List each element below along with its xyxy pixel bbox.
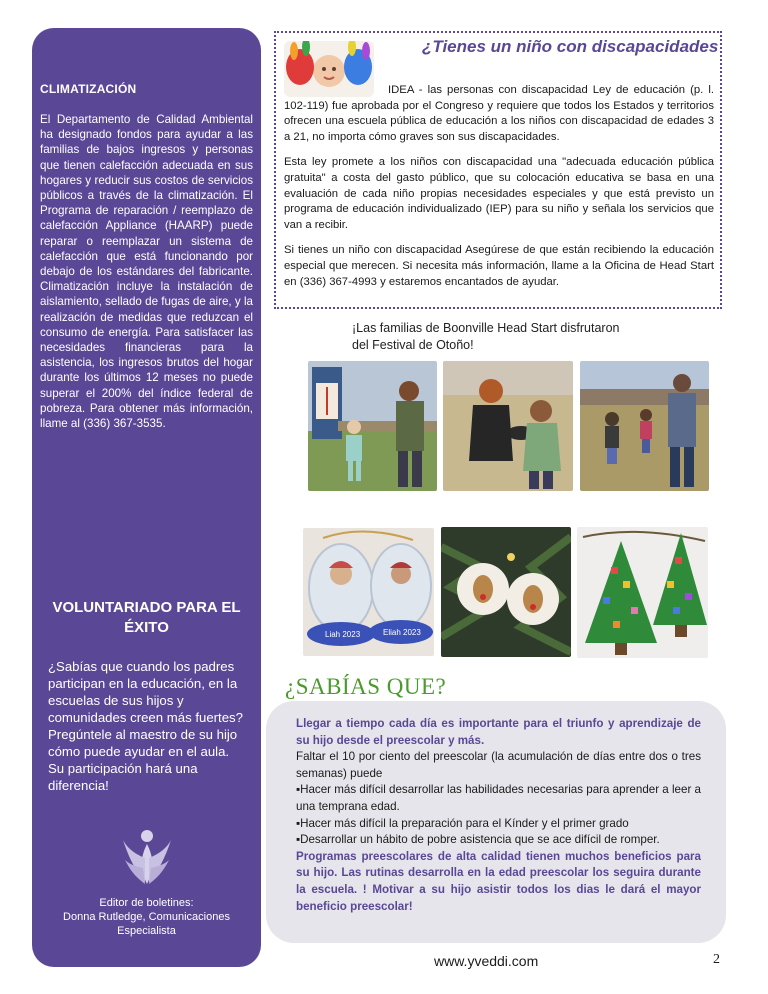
sabias-lead: Llegar a tiempo cada día es importante para el triunfo y aprendizaje de su hijo desde el preescolar y más. — [296, 717, 701, 747]
sabias-content — [296, 716, 701, 915]
festival-photo — [443, 361, 573, 491]
organization-logo-icon — [121, 828, 173, 886]
ornament-photo — [441, 527, 571, 657]
sabias-closing: Programas preescolares de alta calidad tienen muchos beneficios para su hijo. Las rutinas desarrolla en la edad preescolar los seguira durante la escuela. ! Motivar a su hijo asistir todos los dias le dará el mayor beneficio preescolar! — [296, 849, 701, 913]
editor-line: Editor de boletines: — [99, 897, 194, 909]
disabilities-text — [284, 83, 714, 300]
ornament-photo — [303, 528, 434, 656]
craft-trees-photo — [577, 527, 708, 658]
sabias-heading: ¿SABÍAS QUE? — [285, 674, 447, 699]
editor-line: Donna Rutledge, Comunicaciones — [63, 911, 230, 923]
ornament-label: Eliah 2023 — [383, 628, 421, 637]
voluntariado-heading: VOLUNTARIADO PARA EL ÉXITO — [52, 599, 241, 636]
climatizacion-heading: CLIMATIZACIÓN — [40, 82, 137, 96]
page-number: 2 — [713, 952, 720, 967]
sabias-bullet: ▪Desarrollar un hábito de pobre asistencia que se ace difícil de romper. — [296, 833, 660, 847]
disabilities-heading: ¿Tienes un niño con discapacidades — [422, 37, 719, 56]
sidebar-panel — [32, 28, 261, 967]
climatizacion-body: El Departamento de Calidad Ambiental ha designado fondos para ayudar a las familias de bajos ingresos y personas que tienen calefacción adecuada en sus hogares y reducir sus costos de servicios públicos a través de la climatización. El Programa de reparación / reemplazo de calefacción Appliance (HAARP) puede reparar o reemplazar un sistema de calefacción que está funcionando por debajo de los estándares del fabricante. Climatización incluye la instalación de aislamiento, sellado de fugas de aire, y la realización de medidas que reduzcan el consumo de energía. Para satisfacer las necesidades financieras para la asistencia, los ingresos brutos del hogar durante los últimos 12 meses no puede superar el 200% del índice federal de pobreza. Para obtener más información, llame al (336) 367-3535. — [40, 113, 253, 431]
disabilities-box — [274, 31, 722, 309]
voluntariado-line: Pregúntele al maestro de su hijo cómo puede ayudar en el aula. — [48, 727, 238, 759]
sabias-text: Faltar el 10 por ciento del preescolar (la acumulación de días entre dos o tres semanas) puede — [296, 750, 701, 780]
sabias-box — [266, 701, 726, 943]
festival-caption-line: ¡Las familias de Boonville Head Start disfrutaron — [352, 321, 620, 335]
disabilities-paragraph: Esta ley promete a los niños con discapacidad una "adecuada educación pública gratuita" a costa del gasto público, que su colocación educativa se basa en una evaluación de cada niño propias necesidades especiales y que está previsto un programa de educación individualizado (IEP) para su niño y señala los servicios que van a recibir. — [284, 156, 714, 231]
editor-credit — [42, 896, 251, 938]
voluntariado-line: ¿Sabías que cuando los padres participan en la educación, en la escuelas de sus hijos y comunidades creen más fuertes? — [48, 659, 243, 725]
editor-line: Especialista — [117, 925, 176, 937]
disabilities-paragraph: Si tienes un niño con discapacidad Asegúrese de que están recibiendo la educación especial que merecen. Si necesita más información, llame a la Oficina de Head Start en (336) 367-4993 y estaremos encantados de ayudar. — [284, 244, 714, 288]
voluntariado-line: Su participación hará una diferencia! — [48, 761, 198, 793]
festival-photo — [308, 361, 437, 491]
website-link[interactable]: www.yveddi.com — [434, 953, 539, 969]
festival-caption-line: del Festival de Otoño! — [352, 338, 474, 352]
festival-caption — [352, 320, 652, 354]
voluntariado-body — [48, 658, 258, 794]
ornament-label: Liah 2023 — [325, 630, 361, 639]
festival-photo — [580, 361, 709, 491]
sabias-bullet: ▪Hacer más difícil la preparación para el Kínder y el primer grado — [296, 816, 629, 830]
sabias-bullet: ▪Hacer más difícil desarrollar las habilidades necesarias para aprender a leer a una temprana edad. — [296, 783, 701, 813]
disabilities-paragraph: IDEA - las personas con discapacidad Ley de educación (p. l. 102-119) fue aprobada por el Congreso y requiere que todos los Estados y territorios ofrecen una escuela pública de educación a los niños con discapacidad de edades 3 a 21, no importa cómo graves son sus discapacidades. — [284, 84, 714, 143]
